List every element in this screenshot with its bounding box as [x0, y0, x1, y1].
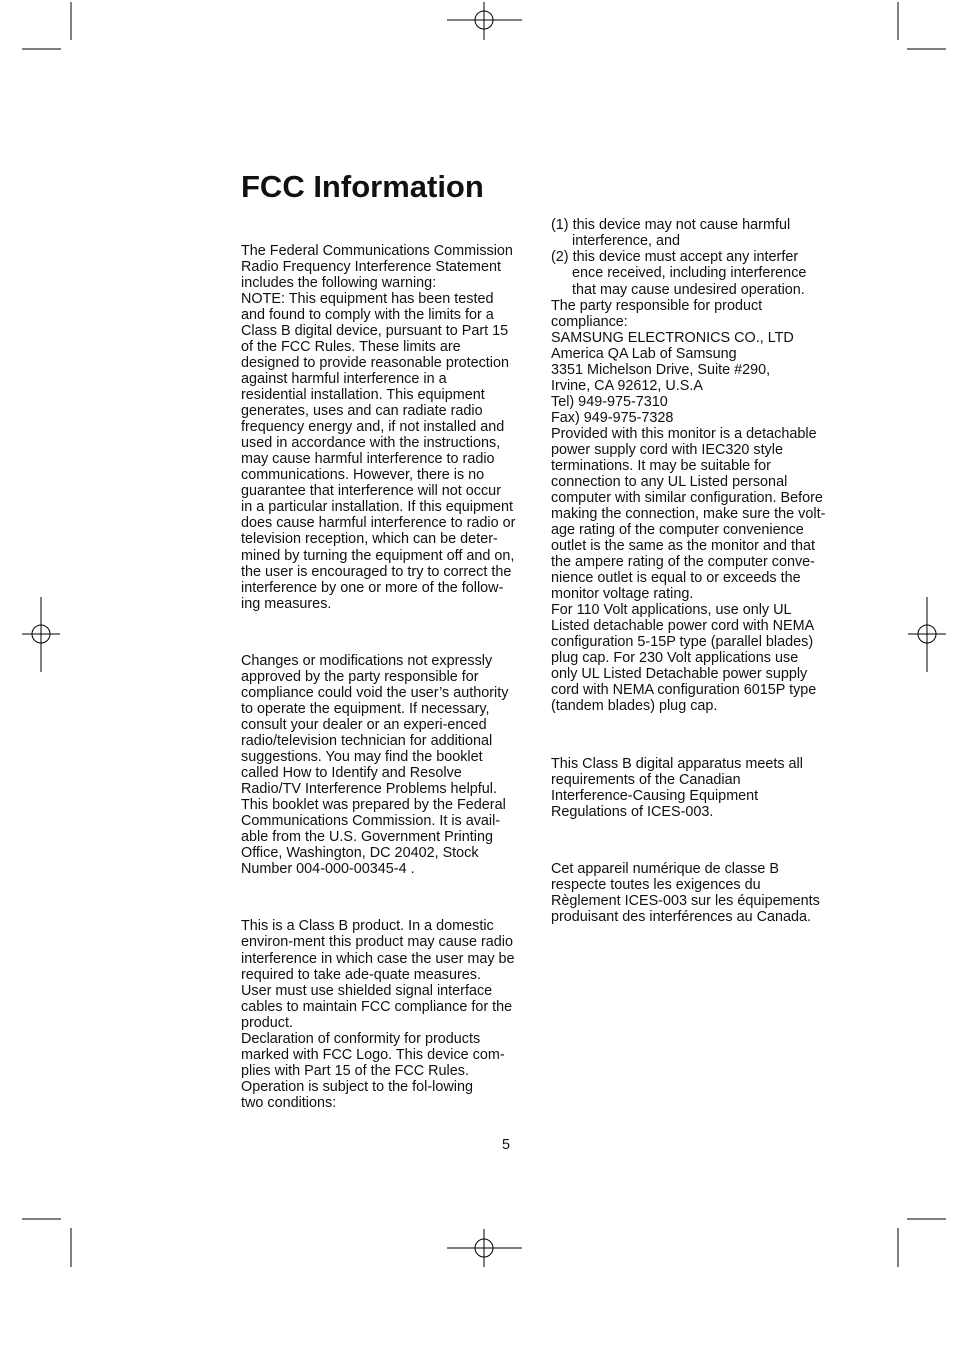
text-line: NOTE: This equipment has been tested [241, 291, 494, 307]
text-line: guarantee that interference will not occur [241, 483, 501, 499]
text-line: residential installation. This equipment [241, 387, 485, 403]
text-line: consult your dealer or an experi-enced [241, 717, 487, 733]
registration-mark-bottom [447, 1229, 522, 1267]
text-line: television reception, which can be deter- [241, 531, 498, 547]
text-line: interference, and [572, 233, 681, 249]
text-line: the ampere rating of the computer conve- [551, 554, 815, 570]
text-line: (1) this device may not cause harmful [551, 217, 791, 233]
text-line: Radio Frequency Interference Statement [241, 259, 501, 275]
text-line: interference by one or more of the follow- [241, 580, 504, 596]
text-line: Règlement ICES-003 sur les équipements [551, 893, 820, 909]
text-line: monitor voltage rating. [551, 586, 694, 602]
text-line: product. [241, 1015, 293, 1031]
text-line: in a particular installation. If this equipment [241, 499, 513, 515]
text-line: that may cause undesired operation. [572, 282, 805, 298]
text-line: Fax) 949-975-7328 [551, 410, 674, 426]
text-line: and found to comply with the limits for a [241, 307, 494, 323]
text-line: Provided with this monitor is a detachable [551, 426, 817, 442]
text-line: produisant des interférences au Canada. [551, 909, 812, 925]
text-line: Cet appareil numérique de classe B [551, 861, 779, 877]
text-line: frequency energy and, if not installed and [241, 419, 505, 435]
text-line: generates, uses and can radiate radio [241, 403, 483, 419]
text-line: Office, Washington, DC 20402, Stock [241, 845, 479, 861]
text-line: plies with Part 15 of the FCC Rules. [241, 1063, 469, 1079]
text-line: respecte toutes les exigences du [551, 877, 761, 893]
text-line: Regulations of ICES-003. [551, 804, 714, 820]
text-line: Number 004-000-00345-4 . [241, 861, 415, 877]
text-line: may cause harmful interference to radio [241, 451, 495, 467]
text-line: Listed detachable power cord with NEMA [551, 618, 815, 634]
text-line: plug cap. For 230 Volt applications use [551, 650, 799, 666]
text-line: America QA Lab of Samsung [551, 346, 737, 362]
text-line: Communications Commission. It is avail- [241, 813, 501, 829]
text-line: Changes or modifications not expressly [241, 653, 493, 669]
text-line: requirements of the Canadian [551, 772, 741, 788]
text-line: The party responsible for product [551, 298, 763, 314]
registration-mark-left [22, 597, 60, 672]
text-line: Irvine, CA 92612, U.S.A [551, 378, 703, 394]
text-line: power supply cord with IEC320 style [551, 442, 783, 458]
text-line: nience outlet is equal to or exceeds the [551, 570, 801, 586]
text-line: to operate the equipment. If necessary, [241, 701, 490, 717]
text-line: This Class B digital apparatus meets all [551, 756, 803, 772]
text-line: called How to Identify and Resolve [241, 765, 462, 781]
text-line: making the connection, make sure the volt- [551, 506, 826, 522]
text-line: Interference-Causing Equipment [551, 788, 759, 804]
text-line: computer with similar configuration. Before [551, 490, 823, 506]
text-line: communications. However, there is no [241, 467, 485, 483]
text-line: able from the U.S. Government Printing [241, 829, 493, 845]
registration-mark-top [447, 2, 522, 40]
text-line: The Federal Communications Commission [241, 243, 513, 259]
text-line: of the FCC Rules. These limits are [241, 339, 461, 355]
text-line: radio/television technician for additional [241, 733, 493, 749]
text-line: outlet is the same as the monitor and that [551, 538, 815, 554]
text-line: environ-ment this product may cause radio [241, 934, 513, 950]
text-line: 3351 Michelson Drive, Suite #290, [551, 362, 771, 378]
text-line: interference in which case the user may be [241, 951, 515, 967]
text-line: against harmful interference in a [241, 371, 447, 387]
text-line: the user is encouraged to try to correct the [241, 564, 512, 580]
text-line: This is a Class B product. In a domestic [241, 918, 494, 934]
text-line: Operation is subject to the fol-lowing [241, 1079, 473, 1095]
text-line: two conditions: [241, 1095, 337, 1111]
text-line: includes the following warning: [241, 275, 437, 291]
text-line: cord with NEMA configuration 6015P type [551, 682, 817, 698]
text-line: SAMSUNG ELECTRONICS CO., LTD [551, 330, 794, 346]
text-line: marked with FCC Logo. This device com- [241, 1047, 505, 1063]
page-number: 5 [501, 1137, 510, 1153]
text-line: cables to maintain FCC compliance for the [241, 999, 513, 1015]
text-line: age rating of the computer convenience [551, 522, 804, 538]
text-line: Declaration of conformity for products [241, 1031, 481, 1047]
text-line: designed to provide reasonable protection [241, 355, 510, 371]
text-line: required to take ade-quate measures. [241, 967, 481, 983]
text-line: ing measures. [241, 596, 332, 612]
text-line: does cause harmful interference to radio or [241, 515, 516, 531]
text-line: approved by the party responsible for [241, 669, 479, 685]
text-line: only UL Listed Detachable power supply [551, 666, 808, 682]
text-line: configuration 5-15P type (parallel blades) [551, 634, 814, 650]
text-line: suggestions. You may find the booklet [241, 749, 483, 765]
text-line: User must use shielded signal interface [241, 983, 493, 999]
text-line: mined by turning the equipment off and on, [241, 548, 515, 564]
text-line: compliance: [551, 314, 628, 330]
text-line: For 110 Volt applications, use only UL [551, 602, 792, 618]
text-line: (2) this device must accept any interfer [551, 249, 799, 265]
text-line: ence received, including interference [572, 265, 807, 281]
text-line: used in accordance with the instructions, [241, 435, 501, 451]
text-line: Class B digital device, pursuant to Part 15 [241, 323, 509, 339]
page-title: FCC Information [241, 169, 484, 204]
registration-mark-right [908, 597, 946, 672]
text-line: (tandem blades) plug cap. [551, 698, 718, 714]
text-line: Tel) 949-975-7310 [551, 394, 668, 410]
text-line: compliance could void the user’s authority [241, 685, 509, 701]
text-line: This booklet was prepared by the Federal [241, 797, 506, 813]
text-line: terminations. It may be suitable for [551, 458, 771, 474]
text-line: connection to any UL Listed personal [551, 474, 788, 490]
text-line: Radio/TV Interference Problems helpful. [241, 781, 497, 797]
